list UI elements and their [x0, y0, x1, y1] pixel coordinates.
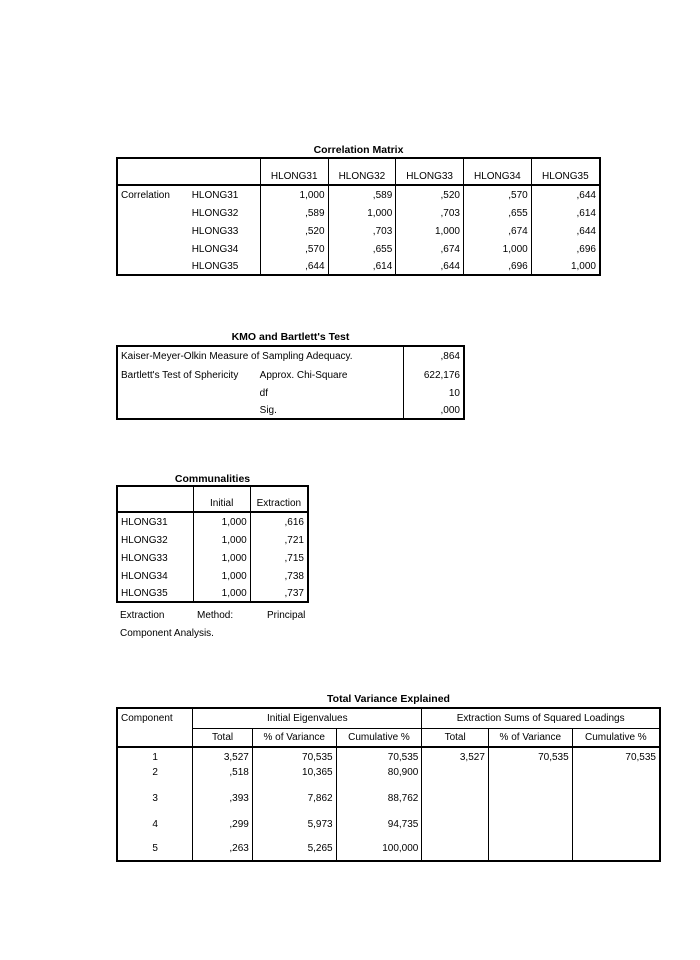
- table-row: [117, 767, 660, 785]
- cell: ,674: [463, 222, 531, 240]
- cell: ,614: [328, 258, 396, 275]
- table-row: [117, 512, 308, 531]
- cell: 70,535: [336, 747, 422, 767]
- cell: [572, 812, 660, 837]
- cell: ,655: [463, 204, 531, 222]
- row-label: HLONG35: [191, 260, 239, 272]
- df-label: df: [259, 387, 268, 399]
- communalities-footnote: [120, 610, 320, 642]
- total-variance-table: [116, 707, 661, 862]
- cell: [488, 767, 572, 785]
- cell: 3,527: [422, 747, 489, 767]
- table-row: [117, 366, 464, 384]
- row-label: HLONG33: [121, 552, 168, 564]
- cell: ,570: [463, 185, 531, 204]
- cell: 1,000: [328, 204, 396, 222]
- correlation-matrix-title: Correlation Matrix: [313, 144, 404, 156]
- table-row: [117, 747, 660, 767]
- column-header: Cumulative %: [336, 728, 422, 747]
- cell: 70,535: [572, 747, 660, 767]
- cell: ,703: [396, 204, 464, 222]
- column-header: Initial: [193, 486, 250, 512]
- chi-square-label: Approx. Chi-Square: [259, 369, 348, 381]
- component-header: Component: [117, 708, 193, 747]
- sig-value: ,000: [404, 402, 465, 419]
- row-label: HLONG32: [191, 207, 239, 219]
- df-value: 10: [404, 384, 465, 402]
- cell: ,520: [260, 222, 328, 240]
- cell: 80,900: [336, 767, 422, 785]
- cell: [572, 837, 660, 861]
- component-number: 1: [152, 752, 158, 763]
- cell: ,393: [193, 785, 253, 812]
- cell: [422, 812, 489, 837]
- cell: 94,735: [336, 812, 422, 837]
- row-label: HLONG34: [121, 570, 168, 582]
- cell: 100,000: [336, 837, 422, 861]
- table-row: [117, 567, 308, 585]
- cell: [422, 785, 489, 812]
- table-row: [117, 402, 464, 419]
- cell: 1,000: [193, 567, 250, 585]
- cell: ,737: [250, 585, 308, 602]
- cell: 88,762: [336, 785, 422, 812]
- column-header: HLONG32: [328, 158, 396, 185]
- row-label: HLONG34: [191, 243, 239, 255]
- kmo-value: ,864: [404, 346, 465, 366]
- cell: ,715: [250, 549, 308, 567]
- cell: [572, 785, 660, 812]
- component-number: 2: [152, 767, 158, 778]
- table-row: [117, 185, 600, 204]
- column-header: Total: [422, 728, 489, 747]
- component-number: 4: [152, 819, 158, 830]
- column-header: Extraction: [250, 486, 308, 512]
- cell: ,589: [260, 204, 328, 222]
- row-label: HLONG33: [191, 225, 239, 237]
- cell: ,299: [193, 812, 253, 837]
- cell: 1,000: [463, 240, 531, 258]
- column-header: Total: [193, 728, 253, 747]
- row-label: HLONG31: [191, 189, 239, 201]
- cell: [422, 837, 489, 861]
- column-header: HLONG34: [463, 158, 531, 185]
- table-row: [117, 240, 600, 258]
- table-row: [117, 346, 464, 366]
- cell: ,644: [260, 258, 328, 275]
- cell: 5,265: [252, 837, 336, 861]
- kmo-label: Kaiser-Meyer-Olkin Measure of Sampling Adequacy.: [121, 351, 353, 362]
- footnote-line: Component Analysis.: [120, 628, 214, 639]
- column-header: % of Variance: [252, 728, 336, 747]
- cell: ,644: [396, 258, 464, 275]
- footnote-word: Method:: [197, 610, 234, 621]
- column-header: HLONG31: [260, 158, 328, 185]
- sig-label: Sig.: [259, 404, 277, 416]
- cell: ,721: [250, 531, 308, 549]
- component-number: 3: [152, 793, 158, 804]
- extraction-sums-header: Extraction Sums of Squared Loadings: [422, 708, 660, 728]
- bartlett-label: Bartlett's Test of Sphericity: [121, 369, 239, 381]
- cell: 1,000: [531, 258, 600, 275]
- row-label: HLONG32: [121, 534, 168, 546]
- cell: 10,365: [252, 767, 336, 785]
- row-label: HLONG35: [121, 587, 168, 599]
- cell: 1,000: [193, 531, 250, 549]
- cell: [488, 785, 572, 812]
- kmo-title: KMO and Bartlett's Test: [231, 331, 350, 343]
- communalities-table: [116, 485, 309, 603]
- total-variance-title: Total Variance Explained: [327, 693, 450, 705]
- cell: ,644: [531, 222, 600, 240]
- cell: 70,535: [252, 747, 336, 767]
- cell: 1,000: [396, 222, 464, 240]
- cell: ,703: [328, 222, 396, 240]
- cell: 1,000: [193, 585, 250, 602]
- table-row: [117, 812, 660, 837]
- initial-eigenvalues-header: Initial Eigenvalues: [193, 708, 422, 728]
- cell: 1,000: [193, 512, 250, 531]
- row-group-label: Correlation: [121, 189, 170, 201]
- cell: [572, 767, 660, 785]
- cell: 70,535: [488, 747, 572, 767]
- cell: 5,973: [252, 812, 336, 837]
- cell: ,644: [531, 185, 600, 204]
- table-row: [117, 549, 308, 567]
- cell: [422, 767, 489, 785]
- table-row: [117, 837, 660, 861]
- cell: ,655: [328, 240, 396, 258]
- table-row: [117, 585, 308, 602]
- row-label: HLONG31: [121, 516, 168, 528]
- table-row: [117, 204, 600, 222]
- correlation-matrix-table: [116, 157, 601, 276]
- cell: 1,000: [260, 185, 328, 204]
- table-row: [117, 531, 308, 549]
- column-header: % of Variance: [488, 728, 572, 747]
- cell: 7,862: [252, 785, 336, 812]
- cell: ,616: [250, 512, 308, 531]
- cell: ,518: [193, 767, 253, 785]
- component-number: 5: [152, 843, 158, 854]
- cell: ,738: [250, 567, 308, 585]
- cell: 1,000: [193, 549, 250, 567]
- table-row: [117, 258, 600, 275]
- column-header: HLONG35: [531, 158, 600, 185]
- cell: ,696: [463, 258, 531, 275]
- cell: ,696: [531, 240, 600, 258]
- cell: ,589: [328, 185, 396, 204]
- footnote-word: Extraction: [120, 610, 165, 621]
- cell: 3,527: [193, 747, 253, 767]
- table-row: [117, 384, 464, 402]
- table-row: [117, 222, 600, 240]
- cell: ,263: [193, 837, 253, 861]
- column-header: Cumulative %: [572, 728, 660, 747]
- table-row: [117, 785, 660, 812]
- chi-square-value: 622,176: [404, 366, 465, 384]
- cell: ,570: [260, 240, 328, 258]
- cell: ,520: [396, 185, 464, 204]
- cell: [488, 837, 572, 861]
- cell: [488, 812, 572, 837]
- cell: ,674: [396, 240, 464, 258]
- communalities-title: Communalities: [174, 473, 251, 485]
- kmo-table: [116, 345, 465, 420]
- footnote-word: Principal: [267, 610, 306, 621]
- column-header: HLONG33: [396, 158, 464, 185]
- cell: ,614: [531, 204, 600, 222]
